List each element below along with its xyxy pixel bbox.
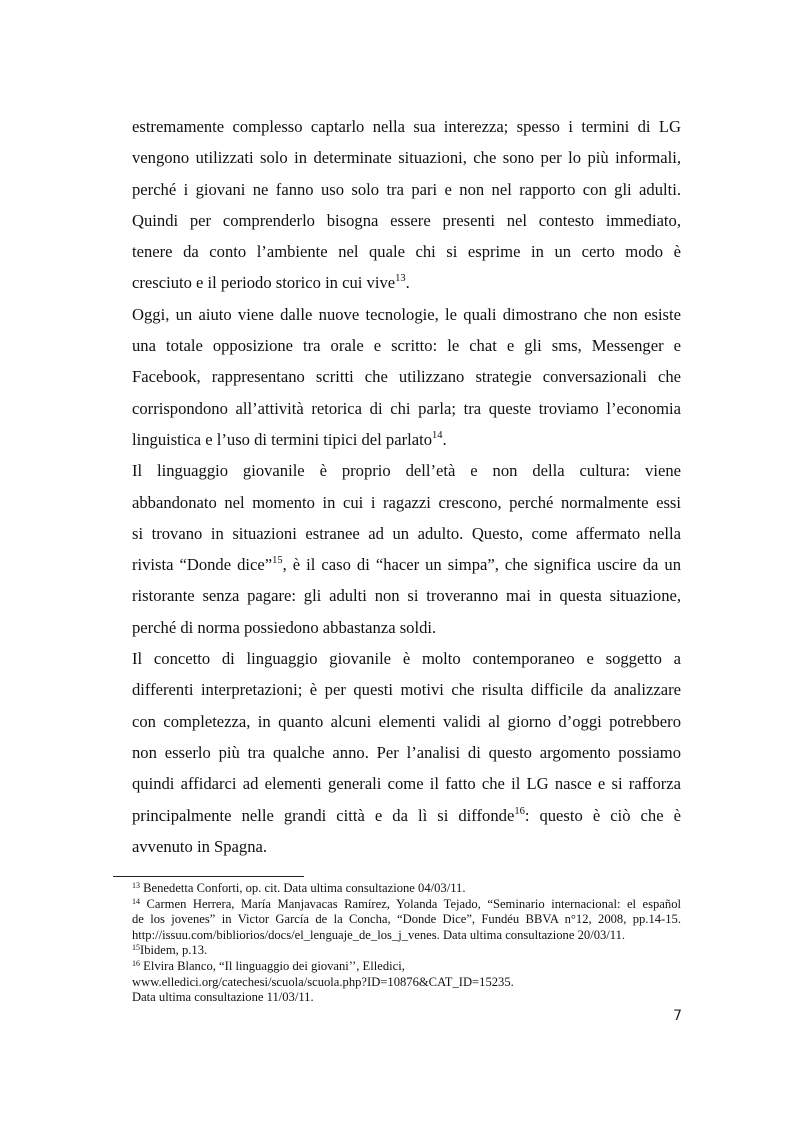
- text-line: una totale opposizione tra orale e scritto: le chat e gli sms, Messenger e: [132, 336, 681, 356]
- footnote-ref-16[interactable]: 16: [514, 805, 525, 817]
- footnote-16: [132, 959, 681, 1006]
- page-number: 7: [673, 1008, 682, 1024]
- footnote-number: 14: [132, 896, 140, 906]
- text-line: Quindi per comprenderlo bisogna essere presenti nel contesto immediato,: [132, 210, 681, 230]
- text-line: con completezza, in quanto alcuni elementi validi al giorno d’oggi potrebbero: [132, 711, 681, 731]
- footnote-line: [132, 897, 681, 913]
- footnote-line: [132, 943, 681, 959]
- footnote-line: de los jovenes” in Victor García de la Concha, “Donde Dice”, Fundéu BBVA n°12, 2008, pp.14-15.: [132, 912, 681, 927]
- paragraph-4: [132, 643, 681, 862]
- footnote-text: Ibidem, p.13.: [140, 943, 208, 958]
- text-line: Oggi, un aiuto viene dalle nuove tecnologie, le quali dimostrano che non esiste: [132, 304, 681, 324]
- footnote-line: Data ultima consultazione 11/03/11.: [132, 990, 314, 1005]
- footnote-number: 16: [132, 958, 140, 968]
- footnote-number: 15: [132, 943, 140, 953]
- footnote-ref-14[interactable]: 14: [432, 429, 443, 441]
- footnote-link[interactable]: www.elledici.org/catechesi/scuola/scuola.php?ID=10876&CAT_ID=15235.: [132, 974, 514, 989]
- text-line: Il concetto di linguaggio giovanile è molto contemporaneo e soggetto a: [132, 649, 681, 669]
- text-run: principalmente nelle grandi città e da lì si diffonde: [132, 805, 515, 825]
- footnote-link[interactable]: http://issuu.com/bibliorios/docs/el_lenguaje_de_los_j_venes. Data ultima consultazione 20/03/11.: [132, 927, 626, 942]
- text-line: perché i giovani ne fanno uso solo tra pari e non nel rapporto con gli adulti.: [132, 179, 681, 199]
- paragraph-1: [132, 111, 681, 299]
- paragraph-2: [132, 299, 681, 455]
- text-line: abbandonato nel momento in cui i ragazzi crescono, perché normalmente essi: [132, 492, 681, 512]
- text-line: [132, 267, 681, 298]
- text-run: linguistica e l’uso di termini tipici del parlato: [132, 429, 433, 449]
- text-line: [132, 549, 681, 580]
- footnote-text: Carmen Herrera, María Manjavacas Ramírez, Yolanda Tejado, “Seminario internacional: el español: [140, 896, 681, 911]
- text-line: non esserlo più tra qualche anno. Per l’analisi di questo argomento possiamo: [132, 742, 681, 762]
- footnote-line: [132, 959, 681, 975]
- text-line: [132, 424, 681, 455]
- footnote-text: Elvira Blanco, “Il linguaggio dei giovani’’, Elledici,: [140, 958, 405, 973]
- text-run: : questo è ciò che è: [524, 805, 681, 825]
- text-line: vengono utilizzati solo in determinate situazioni, che sono per lo più informali,: [132, 148, 681, 168]
- footnotes: [132, 881, 681, 1006]
- footnote-ref-13[interactable]: 13: [395, 273, 406, 285]
- footnote-13: [132, 881, 681, 897]
- text-line: avvenuto in Spagna.: [132, 836, 268, 856]
- text-line: differenti interpretazioni; è per questi motivi che risulta difficile da analizzare: [132, 680, 681, 700]
- footnote-14: [132, 897, 681, 944]
- body-text: [132, 111, 681, 862]
- footnote-separator: [113, 876, 304, 877]
- text-line: si trovano in situazioni estranee ad un adulto. Questo, come affermato nella: [132, 523, 681, 543]
- text-run: , è il caso di “hacer un simpa”, che significa uscire da un: [282, 555, 681, 575]
- text-line: [132, 800, 681, 831]
- footnote-line: [132, 881, 681, 897]
- text-run: .: [405, 273, 410, 293]
- text-run: rivista “Donde dice”: [132, 555, 273, 575]
- text-run: .: [442, 429, 447, 449]
- footnote-number: 13: [132, 881, 140, 890]
- paragraph-3: [132, 455, 681, 643]
- footnote-15: [132, 943, 681, 959]
- text-line: estremamente complesso captarlo nella sua interezza; spesso i termini di LG: [132, 117, 681, 136]
- text-line: Facebook, rappresentano scritti che utilizzano strategie conversazionali che: [132, 367, 681, 387]
- text-line: Il linguaggio giovanile è proprio dell’età e non della cultura: viene: [132, 461, 681, 481]
- text-line: quindi affidarci ad elementi generali come il fatto che il LG nasce e si rafforza: [132, 774, 681, 794]
- footnote-ref-15[interactable]: 15: [272, 555, 283, 567]
- text-run: cresciuto e il periodo storico in cui vive: [132, 273, 396, 293]
- footnote-text: Benedetta Conforti, op. cit. Data ultima consultazione 04/03/11.: [140, 881, 466, 895]
- text-line: tenere da conto l’ambiente nel quale chi si esprime in un certo modo è: [132, 242, 681, 262]
- text-line: perché di norma possiedono abbastanza soldi.: [132, 617, 437, 637]
- text-line: corrispondono all’attività retorica di chi parla; tra queste troviamo l’economia: [132, 398, 681, 418]
- text-line: ristorante senza pagare: gli adulti non si troveranno mai in questa situazione,: [132, 586, 681, 606]
